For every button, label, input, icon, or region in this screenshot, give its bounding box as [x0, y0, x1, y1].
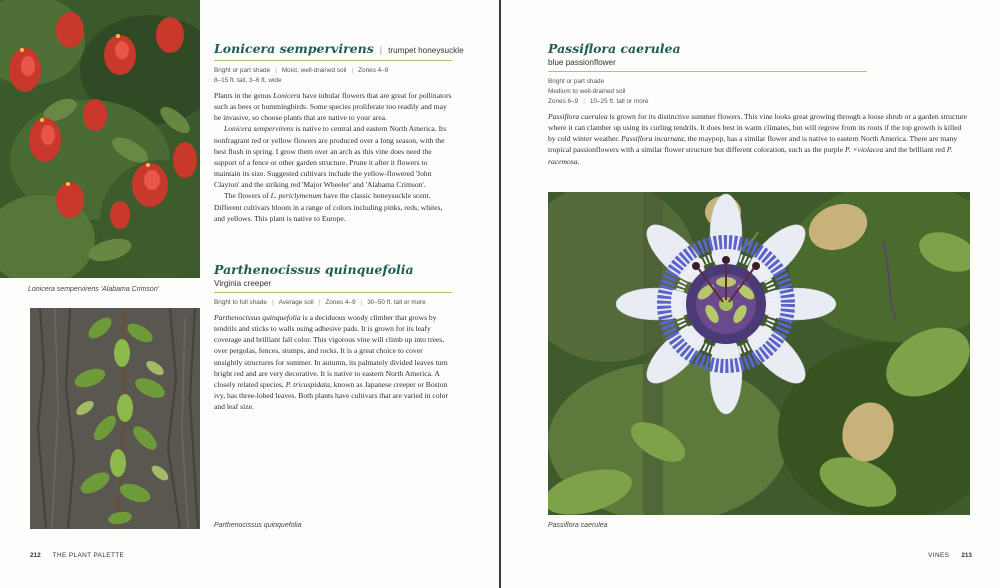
lonicera-common-name: trumpet honeysuckle	[388, 46, 464, 55]
left-page	[0, 0, 499, 588]
parthenocissus-paragraph-1: Parthenocissus quinquefolia is a deciduous woody climber that grows by tendrils and sticks to walls using adhesive pads. It is grown for its leafy coverage and brilliant fall color. This vigorous vine will climb up into trees, over pergolas, fences, stumps, and rocks. It is a great choice to cover unsightly structures for summer. In autumn, its palmately divided leaves turn bright red and are very decorative. It is native to eastern North America. A closely related species, P. tricuspidata, known as Japanese creeper or Boston ivy, has three-lobed leaves. Both plants have cultivars that are varied in color and leaf size.	[214, 313, 448, 412]
right-folio	[928, 552, 972, 559]
passiflora-specs: Bright or part shade Medium to well-drained soil Zones 6–9 | 10–25 ft. tall or more	[548, 78, 649, 105]
lonicera-entry	[214, 41, 464, 224]
honeysuckle-caption: Lonicera sempervirens 'Alabama Crimson'	[28, 286, 160, 293]
lonicera-paragraph-1: Plants in the genus Lonicera have tubular flowers that are great for pollinators such as bees or hummingbirds. Some species proliferate too readily and may be invasive, so choose plants that are native to your area.	[214, 91, 452, 123]
running-head-left: THE PLANT PALETTE	[52, 552, 125, 559]
parthenocissus-body	[214, 312, 452, 412]
lonicera-latin-name: Lonicera sempervirens	[214, 41, 374, 56]
virginia-creeper-caption: Parthenocissus quinquefolia	[214, 522, 302, 529]
passiflora-entry	[548, 41, 970, 167]
parthenocissus-entry	[214, 262, 452, 412]
page-number-right: 213	[961, 552, 972, 559]
title-separator: |	[379, 45, 383, 55]
right-page	[501, 0, 1000, 588]
spec-size: 8–15 ft. tall, 3–6 ft. wide	[214, 77, 282, 84]
passiflora-body	[548, 111, 970, 167]
lonicera-specs: Bright or part shade | Moist, well-drained soil | Zones 4–9 8–15 ft. tall, 3–6 ft. wide	[214, 66, 452, 86]
passiflora-paragraph-1: Passiflora caerulea is grown for its distinctive summer flowers. This vine looks great growing through a loose shrub or a garden structure where it can clamber up using its curling tendrils. It does best in warm climates, but will regrow from its roots if the top growth is killed by cold winter weather. Passiflora incarnata, the maypop, has a similar flower and is native to eastern North America. There are many tropical passionflowers with a similar flower structure but different coloration, such as the purple P. ×violacea and the brilliant red P. racemosa.	[548, 112, 968, 166]
lonicera-body	[214, 90, 452, 224]
lonicera-paragraph-3: The flowers of L. periclymenum have the classic honeysuckle scent. Different cultivars bloom in a range of colors including pinks, reds, whites, and yellows. This plant is native to Europe.	[214, 191, 443, 223]
lonicera-title-row	[214, 41, 464, 56]
lonicera-rule	[214, 60, 452, 61]
passiflora-latin-name: Passiflora caerulea	[548, 41, 681, 56]
parthenocissus-specs: Bright to full shade | Average soil | Zones 4–9 | 30–50 ft. tall or more	[214, 299, 426, 306]
honeysuckle-photo	[0, 0, 200, 278]
lonicera-paragraph-2: Lonicera sempervirens is native to central and eastern North America. Its nonfragrant red or yellow flowers are produced over a long season, with the best flush in spring. I grow them over an arch as this vine does need the support of a fence or other garden structure. Prune it after it flowers to maintain its size. Suggested cultivars include the yellow-flowered 'John Clayton' and the striking red 'Major Wheeler' and 'Alabama Crimson'.	[214, 124, 447, 190]
passionflower-photo	[548, 192, 970, 515]
spec-light: Bright or part shade	[214, 67, 271, 74]
spec-soil: Moist, well-drained soil	[281, 67, 347, 74]
passiflora-common-name: blue passionflower	[548, 58, 616, 67]
parthenocissus-latin-name: Parthenocissus quinquefolia	[214, 262, 414, 277]
spec-zones: Zones 4–9	[358, 67, 389, 74]
passionflower-caption: Passiflora caerulea	[548, 522, 608, 529]
parthenocissus-common-name: Virginia creeper	[214, 279, 272, 288]
parthenocissus-rule	[214, 292, 452, 293]
virginia-creeper-photo	[30, 308, 200, 529]
passiflora-rule	[548, 71, 867, 72]
running-head-right: VINES	[928, 552, 950, 559]
left-folio	[30, 552, 124, 559]
page-number-left: 212	[30, 552, 41, 559]
